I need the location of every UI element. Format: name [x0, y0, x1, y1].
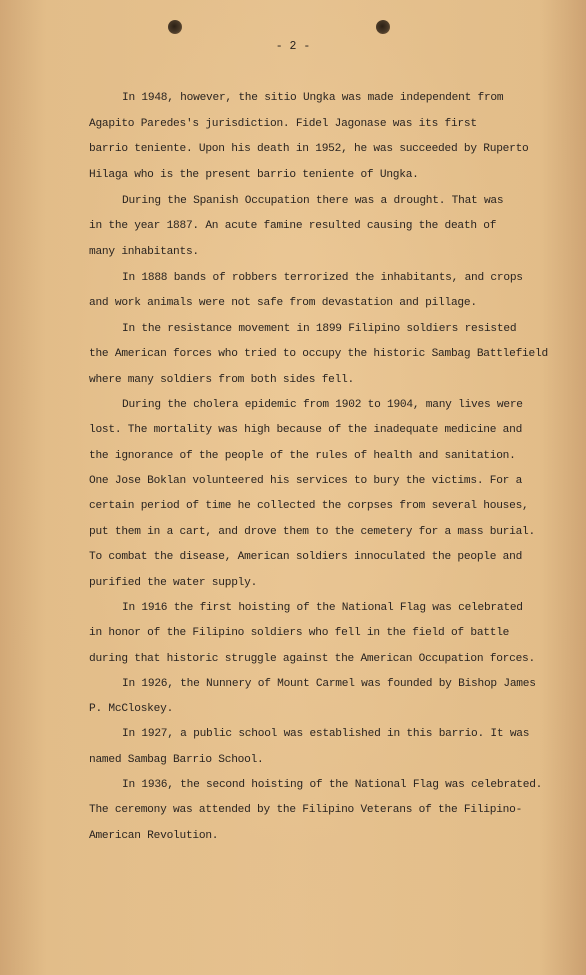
text-line: put them in a cart, and drove them to the cemetery for a mass burial. — [89, 526, 535, 538]
text-line: During the Spanish Occupation there was a drought. That was — [122, 195, 504, 207]
text-line: In 1948, however, the sitio Ungka was made independent from — [122, 92, 504, 104]
text-line: in the year 1887. An acute famine resulted causing the death of — [89, 220, 497, 232]
text-line: during that historic struggle against the American Occupation forces. — [89, 653, 535, 665]
text-line: in honor of the Filipino soldiers who fell in the field of battle — [89, 627, 510, 639]
text-line: In 1926, the Nunnery of Mount Carmel was founded by Bishop James — [122, 678, 536, 690]
text-line: where many soldiers from both sides fell. — [89, 374, 355, 386]
text-line: named Sambag Barrio School. — [89, 754, 264, 766]
text-line: barrio teniente. Upon his death in 1952, he was succeeded by Ruperto — [89, 143, 529, 155]
punch-hole-left — [168, 20, 182, 34]
text-line: One Jose Boklan volunteered his services to bury the victims. For a — [89, 475, 523, 487]
text-line: and work animals were not safe from devastation and pillage. — [89, 297, 477, 309]
text-line: the American forces who tried to occupy the historic Sambag Battlefield — [89, 348, 548, 360]
text-line: the ignorance of the people of the rules of health and sanitation. — [89, 450, 516, 462]
text-line: many inhabitants. — [89, 246, 199, 258]
page-number: - 2 - — [275, 40, 311, 53]
text-line: To combat the disease, American soldiers innoculated the people and — [89, 551, 523, 563]
text-line: certain period of time he collected the corpses from several houses, — [89, 500, 529, 512]
text-line: In 1927, a public school was established in this barrio. It was — [122, 728, 530, 740]
punch-hole-right — [376, 20, 390, 34]
text-line: lost. The mortality was high because of the inadequate medicine and — [89, 424, 523, 436]
text-line: During the cholera epidemic from 1902 to 1904, many lives were — [122, 399, 523, 411]
text-line: In 1936, the second hoisting of the National Flag was celebrated. — [122, 779, 543, 791]
text-line: purified the water supply. — [89, 577, 258, 589]
text-line: American Revolution. — [89, 830, 219, 842]
text-line: In 1916 the first hoisting of the National Flag was celebrated — [122, 602, 523, 614]
text-line: P. McCloskey. — [89, 703, 174, 715]
text-line: In the resistance movement in 1899 Filipino soldiers resisted — [122, 323, 517, 335]
text-line: In 1888 bands of robbers terrorized the inhabitants, and crops — [122, 272, 523, 284]
text-line: The ceremony was attended by the Filipino Veterans of the Filipino- — [89, 804, 523, 816]
text-line: Hilaga who is the present barrio teniente of Ungka. — [89, 169, 419, 181]
text-line: Agapito Paredes's jurisdiction. Fidel Jagonase was its first — [89, 118, 477, 130]
